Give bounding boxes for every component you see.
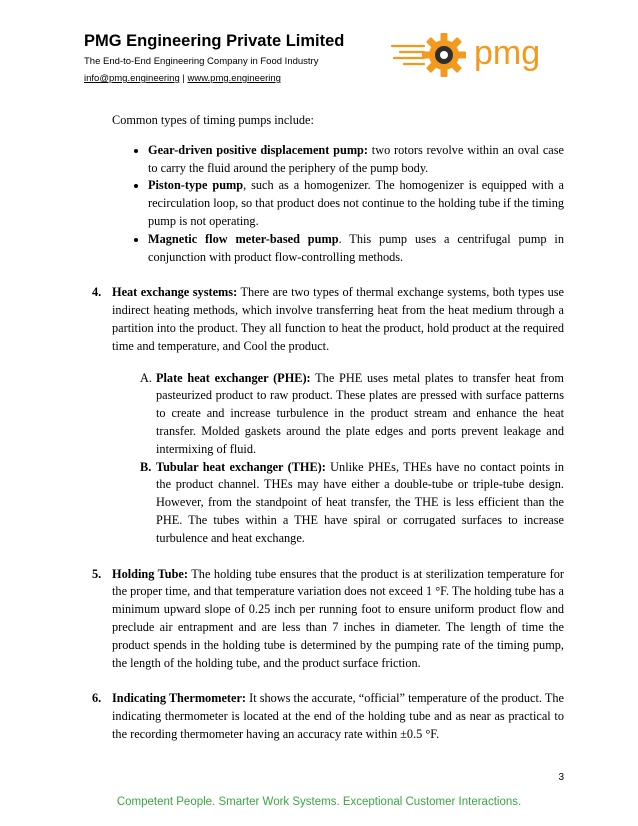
contact-line (84, 73, 281, 84)
list-item (148, 177, 564, 230)
section-heading: Heat exchange systems: (112, 285, 238, 300)
speed-lines-icon (392, 46, 424, 64)
section-indicating-thermometer (84, 690, 564, 743)
section-heat-exchange (84, 284, 564, 547)
list-item (148, 142, 564, 178)
sub-text: The PHE uses metal plates to transfer heat from pasteurized product to raw product. These plates are pressed with surface patterns to create and increase turbulence in the product stream and enhance the heat transfer. Molded gaskets around the plate edges and ports prevent leakage and intermixing of fluid. (156, 370, 564, 456)
item-term: Magnetic flow meter-based pump (148, 231, 339, 246)
section-number: 5. (92, 566, 102, 581)
section-number: 6. (92, 691, 102, 706)
item-text: . This pump uses a centrifugal pump in conjunction with product flow-controlling methods. (148, 231, 564, 264)
sub-heading: Plate heat exchanger (PHE): (156, 370, 311, 385)
section-holding-tube (84, 566, 564, 673)
section-text: The holding tube ensures that the product is at sterilization temperature for the proper time, and that temperature variation does not exceed 1 °F. The holding tube has a minimum upward slope of 0.25 inch per running foot to ensure uniform product flow and preclude air entrapment and are less than 7 inches in diameter. The length of time the product spends in the holding tube is determined by the pumping rate of the timing pump, the length of the holding tube, and the product surface friction. (112, 566, 564, 670)
page-number: 3 (558, 772, 564, 783)
section-heading: Indicating Thermometer: (112, 691, 247, 706)
section-heading: Holding Tube: (112, 566, 188, 581)
pmg-logo (390, 26, 565, 86)
company-tagline: The End-to-End Engineering Company in Food Industry (84, 56, 319, 67)
heat-exchanger-types (112, 370, 564, 548)
section-text: There are two types of thermal exchange systems, both types use indirect heating methods, which involve transferring heat from the heat medium through a partition into the product. They all function to heat the product, hold product at the required time and temperature, and Cool the product. (112, 285, 564, 353)
sub-heading: Tubular heat exchanger (THE): (156, 459, 326, 474)
sub-item-phe (112, 370, 564, 459)
footer-slogan: Competent People. Smarter Work Systems. Exceptional Customer Interactions. (116, 796, 522, 808)
logo-wordmark: pmg (474, 34, 541, 72)
contact-separator: | (179, 73, 188, 84)
item-term: Gear-driven positive displacement pump: (148, 142, 368, 157)
section-number: 4. (92, 285, 102, 300)
website-link[interactable]: www.pmg.engineering (187, 73, 281, 84)
timing-pump-list (84, 142, 564, 267)
gear-icon (422, 33, 466, 77)
section-text: It shows the accurate, “official” temperature of the product. The indicating thermometer is located at the end of the holding tube and as near as practical to the recording thermometer having an accuracy rate within ±0.5 °F. (112, 691, 564, 741)
sub-label: B. (140, 459, 152, 474)
company-name: PMG Engineering Private Limited (84, 32, 345, 50)
sub-item-the (112, 459, 564, 548)
item-term: Piston-type pump (148, 178, 244, 193)
document-body (84, 112, 564, 762)
sub-text: Unlike PHEs, THEs have no contact points in the product channel. THEs may have either a double-tube or triple-tube design. However, from the standpoint of heat transfer, the THE is less efficient than the PHE. The tubes within a THE have spiral or corrugated surfaces to increase turbulence and heat exchange. (156, 459, 565, 545)
list-item (148, 231, 564, 267)
item-text: , such as a homogenizer. The homogenizer is equipped with a recirculation loop, so that product does not continue to the holding tube if the timing pump is not operating. (148, 178, 564, 228)
intro-paragraph: Common types of timing pumps include: (112, 113, 314, 127)
email-link[interactable]: info@pmg.engineering (84, 73, 180, 84)
item-text: two rotors revolve within an oval case to carry the fluid around the periphery of the pump body. (148, 142, 564, 175)
sub-label: A. (140, 370, 152, 385)
letterhead (84, 32, 564, 92)
